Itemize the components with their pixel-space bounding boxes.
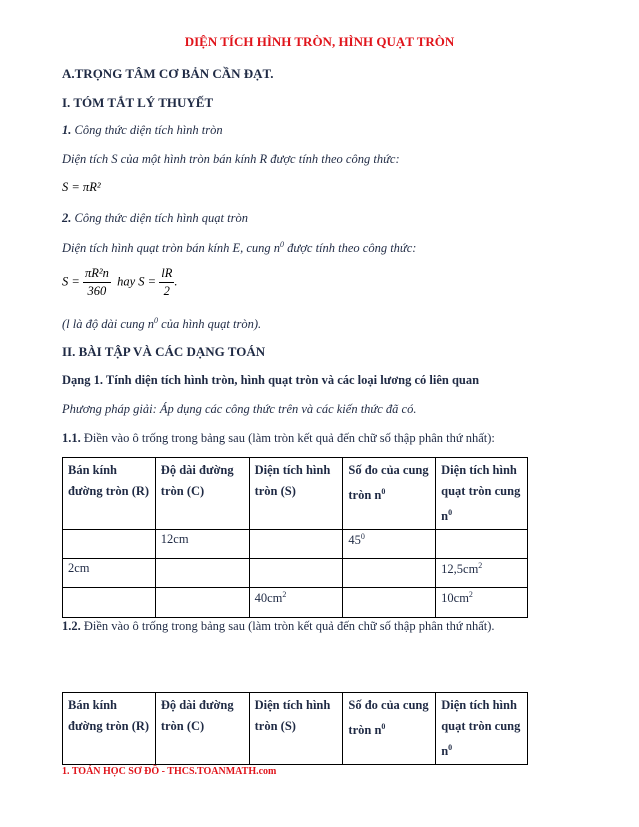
- table-cell: [343, 530, 436, 559]
- section-a-heading: A.TRỌNG TÂM CƠ BẢN CẦN ĐẠT.: [62, 66, 274, 81]
- header-circumference: Độ dài đường tròn (C): [155, 693, 249, 765]
- fraction-1-denominator: 360: [87, 284, 107, 298]
- table-2-header-row: [63, 693, 528, 765]
- header-circumference: Độ dài đường tròn (C): [155, 458, 249, 530]
- fraction-2-denominator: 2: [163, 284, 170, 298]
- header-sector-area-text: Diện tích hình quạt tròn cung n: [441, 698, 521, 759]
- table-cell[interactable]: [343, 588, 436, 618]
- table-cell[interactable]: [63, 530, 156, 559]
- page-footer[interactable]: 1. TOÁN HỌC SƠ ĐỒ - THCS.TOANMATH.com: [62, 766, 277, 777]
- table-cell: [249, 588, 343, 618]
- note-text-end: của hình quạt tròn).: [158, 317, 262, 332]
- fraction-1: [83, 266, 111, 299]
- table-1-2: [62, 692, 528, 765]
- fraction-2-numerator: lR: [159, 266, 174, 283]
- item-2-text: Công thức diện tích hình quạt tròn: [74, 211, 248, 225]
- cell-sup: 2: [282, 590, 287, 600]
- item-1-description: Diện tích S của một hình tròn bán kính R được tính theo công thức:: [62, 152, 400, 166]
- table-1-1: [62, 457, 528, 618]
- table-cell[interactable]: [436, 530, 528, 559]
- header-arc-degree-text: Số đo của cung tròn n: [348, 463, 429, 503]
- item-2-desc-sup: 0: [280, 240, 285, 249]
- table-cell: [436, 559, 528, 588]
- formula-lhs-2: S =: [138, 274, 157, 289]
- cell-value: 12,5cm: [441, 562, 479, 577]
- cell-value: 10cm: [441, 591, 469, 606]
- formula-sector-area: [62, 266, 177, 299]
- item-2-desc-text: Diện tích hình quạt tròn bán kính E, cung n: [62, 241, 281, 256]
- header-sector-area-sup: 0: [448, 508, 453, 517]
- method-text: Phương pháp giải: Áp dụng các công thức trên và các kiến thức đã có.: [62, 402, 417, 416]
- header-area: Diện tích hình tròn (S): [249, 693, 343, 765]
- dang-1-heading: Dạng 1. Tính diện tích hình tròn, hình quạt tròn và các loại lương có liên quan: [62, 373, 480, 387]
- section-2-heading: II. BÀI TẬP VÀ CÁC DẠNG TOÁN: [62, 344, 266, 359]
- cell-value: 45: [348, 533, 361, 548]
- item-2-description: [62, 240, 416, 256]
- item-1-number: 1.: [62, 123, 72, 137]
- exercise-1-1-number: 1.1.: [62, 431, 81, 445]
- exercise-1-2-text: Điền vào ô trống trong bảng sau (làm tròn kết quả đến chữ số thập phân thứ nhất).: [80, 619, 495, 633]
- header-sector-area-text: Diện tích hình quạt tròn cung n: [441, 463, 521, 524]
- table-1-header-row: [63, 458, 528, 530]
- exercise-1-1: [62, 431, 495, 446]
- cell-sup: 0: [360, 532, 365, 542]
- formula-end: .: [174, 274, 178, 289]
- note-sup: 0: [154, 316, 159, 325]
- exercise-1-2: [62, 619, 495, 634]
- cell-sup: 2: [468, 590, 473, 600]
- fraction-2: [159, 266, 174, 299]
- item-1-heading: [62, 123, 223, 138]
- cell-sup: 2: [478, 561, 483, 571]
- table-cell[interactable]: [63, 588, 156, 618]
- header-arc-degree-sup: 0: [381, 722, 386, 731]
- table-cell[interactable]: [155, 559, 249, 588]
- item-2-desc-text-end: được tính theo công thức:: [284, 241, 417, 256]
- table-cell: [436, 588, 528, 618]
- arc-length-note: [62, 316, 261, 332]
- header-sector-area: [436, 458, 528, 530]
- cell-value: 40cm: [254, 591, 283, 606]
- exercise-1-1-text: Điền vào ô trống trong bảng sau (làm tròn kết quả đến chữ số thập phân thứ nhất):: [80, 431, 495, 445]
- table-cell[interactable]: [249, 559, 343, 588]
- table-cell: 12cm: [155, 530, 249, 559]
- header-arc-degree: [343, 693, 436, 765]
- header-sector-area-sup: 0: [448, 743, 453, 752]
- note-text: (l là độ dài cung n: [62, 317, 155, 332]
- table-cell[interactable]: [155, 588, 249, 618]
- fraction-1-numerator: πR²n: [83, 266, 111, 283]
- formula-circle-area: S = πR²: [62, 180, 101, 194]
- header-radius: Bán kính đường tròn (R): [63, 458, 156, 530]
- item-1-text: Công thức diện tích hình tròn: [74, 123, 223, 137]
- header-sector-area: [436, 693, 528, 765]
- table-row: [63, 559, 528, 588]
- table-cell[interactable]: [343, 559, 436, 588]
- table-cell[interactable]: [249, 530, 343, 559]
- item-2-number: 2.: [62, 211, 72, 225]
- table-row: [63, 530, 528, 559]
- table-cell: 2cm: [63, 559, 156, 588]
- exercise-1-2-number: 1.2.: [62, 619, 81, 633]
- header-area: Diện tích hình tròn (S): [249, 458, 343, 530]
- item-2-heading: [62, 211, 248, 226]
- section-1-heading: I. TÓM TẮT LÝ THUYẾT: [62, 95, 214, 110]
- document-title: DIỆN TÍCH HÌNH TRÒN, HÌNH QUẠT TRÒN: [184, 34, 455, 49]
- header-arc-degree: [343, 458, 436, 530]
- header-radius: Bán kính đường tròn (R): [63, 693, 156, 765]
- header-arc-degree-text: Số đo của cung tròn n: [348, 698, 429, 738]
- table-row: [63, 588, 528, 618]
- formula-hay: hay: [117, 274, 136, 289]
- header-arc-degree-sup: 0: [381, 487, 386, 496]
- formula-lhs: S =: [62, 274, 80, 289]
